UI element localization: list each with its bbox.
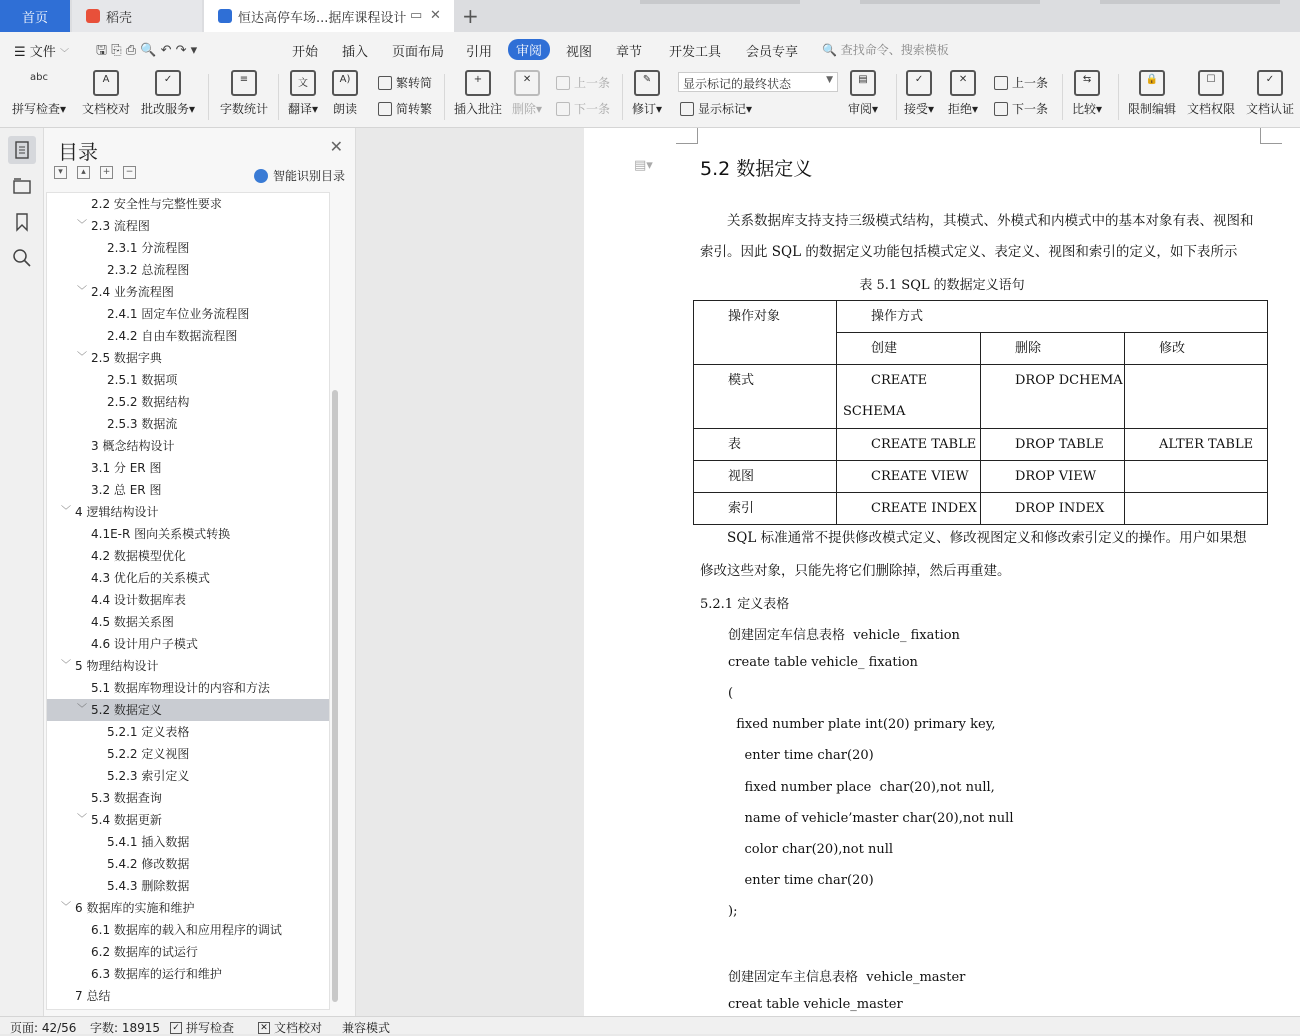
toc-item-label: 5.4.1 插入数据 — [107, 835, 190, 849]
menu-start[interactable]: 开始 — [292, 45, 319, 60]
accept-button[interactable]: ✓ 接受▾ — [904, 70, 934, 117]
toc-item-label: 5.3 数据查询 — [91, 791, 162, 805]
table-row — [694, 461, 1268, 493]
trad-simp-icon — [378, 76, 392, 90]
title-bar — [0, 0, 1300, 32]
toc-item-label: 2.3 流程图 — [91, 219, 150, 233]
toc-item[interactable] — [47, 193, 329, 215]
insert-comment-label: 插入批注 — [454, 102, 503, 116]
toc-item[interactable] — [47, 545, 329, 567]
toc-title: 目录 — [58, 140, 98, 164]
toc-item-label: 3.1 分 ER 图 — [91, 461, 162, 475]
show-markup-icon — [680, 102, 694, 116]
chapter-nav-icon[interactable] — [12, 176, 32, 196]
reject-icon: ✕ — [950, 70, 976, 96]
toc-item[interactable] — [47, 831, 329, 853]
status-bar — [0, 1016, 1300, 1034]
spell-check-label: 拼写检查 — [12, 102, 61, 116]
toc-item[interactable] — [47, 677, 329, 699]
table-cell: CREATE INDEX — [837, 493, 981, 525]
table-cell: CREATE VIEW — [837, 461, 981, 493]
close-icon[interactable]: ✕ — [329, 137, 343, 156]
prev-change-button[interactable] — [994, 74, 1048, 91]
table-row — [694, 429, 1268, 461]
proofread-status-label: 文档校对 — [274, 1021, 323, 1035]
word-doc-icon — [218, 9, 232, 23]
show-markup-label: 显示标记 — [698, 102, 747, 116]
toc-item[interactable] — [47, 479, 329, 501]
command-search-placeholder: 查找命令、搜索模板 — [840, 43, 949, 57]
next-comment-icon — [556, 102, 570, 116]
toc-item-label: 6.3 数据库的运行和维护 — [91, 967, 222, 981]
toc-item[interactable] — [47, 655, 329, 677]
next-comment-label: 下一条 — [574, 102, 611, 116]
table-cell: DROP VIEW — [981, 461, 1125, 493]
chevron-down-icon: ▼ — [826, 75, 833, 85]
ribbon-divider — [444, 74, 445, 120]
chevron-down-icon[interactable]: ﹀ — [77, 814, 87, 825]
table-cell: 模式 — [694, 365, 837, 429]
check-icon: ✓ — [170, 1022, 182, 1034]
section-heading: 5.2 数据定义 — [700, 158, 813, 180]
toc-item-label: 5.4.3 删除数据 — [107, 879, 190, 893]
delete-comment-label: 删除 — [512, 102, 537, 116]
document-cert-button[interactable] — [1246, 70, 1294, 117]
accept-label: 接受 — [904, 102, 929, 116]
toc-item-label: 2.4.1 固定车位业务流程图 — [107, 307, 250, 321]
code-line: ); — [728, 903, 738, 919]
code-line: enter time char(20) — [728, 748, 874, 764]
translate-button[interactable]: 文 翻译▾ — [288, 70, 318, 117]
prev-comment-label: 上一条 — [574, 76, 611, 90]
chevron-down-icon[interactable]: ﹀ — [77, 220, 87, 231]
toc-item-label: 4.2 数据模型优化 — [91, 549, 186, 563]
toc-item[interactable] — [47, 303, 329, 325]
toc-item-label: 5.4.2 修改数据 — [107, 857, 190, 871]
menu-section[interactable]: 章节 — [616, 45, 643, 60]
toc-item-label: 3.2 总 ER 图 — [91, 483, 162, 497]
menu-view[interactable]: 视图 — [566, 45, 593, 60]
menu-developer[interactable]: 开发工具 — [669, 45, 722, 60]
tab-home[interactable]: 首页 — [0, 0, 70, 32]
tab-document[interactable] — [204, 0, 454, 32]
spell-check-icon: abc — [30, 72, 48, 83]
chevron-down-icon[interactable]: ﹀ — [77, 352, 87, 363]
toc-item-label: 2.2 安全性与完整性要求 — [91, 197, 222, 211]
toc-item-label: 6.2 数据库的试运行 — [91, 945, 198, 959]
toc-item[interactable] — [47, 941, 329, 963]
simp-to-trad-label: 简转繁 — [396, 102, 433, 116]
subsection-heading: 5.2.1 定义表格 — [700, 597, 790, 612]
toc-item[interactable] — [47, 215, 329, 237]
smart-toc-label: 智能识别目录 — [272, 169, 345, 183]
navigation-strip — [0, 128, 44, 1016]
delete-comment-icon: ✕ — [514, 70, 540, 96]
toc-list — [46, 192, 330, 1010]
paragraph-layout-icon[interactable]: ▤▾ — [634, 158, 653, 173]
chevron-down-icon[interactable]: ﹀ — [61, 660, 71, 671]
proofread-icon: A — [93, 70, 119, 96]
toc-item-label: 2.3.2 总流程图 — [107, 263, 190, 277]
toc-item-label: 5.2.2 定义视图 — [107, 747, 190, 761]
document-rights-icon: ☐ — [1198, 70, 1224, 96]
chevron-down-icon: ﹀ — [59, 49, 69, 59]
file-menu-label: 文件 — [29, 45, 56, 60]
accept-icon: ✓ — [906, 70, 932, 96]
insert-comment-icon: + — [465, 70, 491, 96]
bookmark-icon[interactable] — [12, 212, 32, 232]
reject-button[interactable]: ✕ 拒绝▾ — [948, 70, 978, 117]
title-strip — [1100, 0, 1280, 4]
toc-item-label: 5.1 数据库物理设计的内容和方法 — [91, 681, 270, 695]
document-cert-label: 文档认证 — [1246, 102, 1295, 116]
code-line: fixed number place char(20),not null, — [728, 779, 995, 795]
toc-item[interactable] — [47, 237, 329, 259]
menu-member[interactable]: 会员专享 — [746, 45, 799, 60]
table-cell: 索引 — [694, 493, 837, 525]
toc-item[interactable] — [47, 501, 329, 523]
toc-item[interactable] — [47, 589, 329, 611]
proofread-status[interactable] — [258, 1019, 322, 1036]
sql-definition-table — [693, 300, 1268, 525]
toc-item[interactable] — [47, 963, 329, 985]
new-tab-icon[interactable]: + — [462, 4, 479, 28]
batch-service-button[interactable]: ✓ 批改服务▾ — [141, 70, 195, 117]
prev-comment-icon — [556, 76, 570, 90]
track-changes-icon: ✎ — [634, 70, 660, 96]
next-change-button[interactable] — [994, 100, 1048, 117]
code-line: fixed number plate int(20) primary key, — [728, 717, 996, 733]
file-menu[interactable] — [14, 41, 69, 60]
toc-item[interactable] — [47, 985, 329, 1007]
toc-item[interactable] — [47, 435, 329, 457]
toc-item-label: 4.4 设计数据库表 — [91, 593, 186, 607]
code-line: name of vehicle’master char(20),not null — [728, 810, 1014, 826]
table-cell — [1125, 493, 1268, 525]
reject-label: 拒绝 — [948, 102, 973, 116]
page-corner-mark — [1260, 128, 1282, 144]
ai-robot-icon — [254, 169, 268, 183]
workspace-gutter — [356, 128, 584, 1016]
toc-item[interactable] — [47, 875, 329, 897]
table-row — [694, 365, 1268, 429]
proofread-status-icon: ✕ — [258, 1022, 270, 1034]
code-line: ( — [728, 686, 734, 702]
toc-item[interactable] — [47, 457, 329, 479]
doc-paragraph: 关系数据库支持支持三级模式结构，其模式、外模式和内模式中的基本对象有表、视图和索引。因此 SQL 的数据定义功能包括模式定义、表定义、视图和索引的定义，如下表所示 — [700, 213, 1254, 260]
reviewing-pane-button[interactable]: ▤ 审阅▾ — [848, 70, 878, 117]
menu-bar — [0, 32, 1300, 66]
toc-item-label: 6.1 数据库的载入和应用程序的调试 — [91, 923, 282, 937]
table-row — [694, 493, 1268, 525]
toc-item[interactable] — [47, 369, 329, 391]
toc-toolbar — [54, 166, 136, 179]
ribbon-divider — [1118, 74, 1119, 120]
trad-to-simp-label: 繁转简 — [396, 76, 433, 90]
chevron-down-icon[interactable]: ﹀ — [61, 506, 71, 517]
toc-item-label: 4.1E-R 图向关系模式转换 — [91, 527, 231, 541]
toc-item-label: 5 物理结构设计 — [75, 659, 159, 673]
toc-item[interactable] — [47, 787, 329, 809]
table-cell: 视图 — [694, 461, 837, 493]
code-line: enter time char(20) — [728, 872, 874, 888]
table-cell: CREATE SCHEMA — [837, 365, 981, 429]
document-rights-label: 文档权限 — [1187, 102, 1236, 116]
menu-reference[interactable]: 引用 — [466, 45, 493, 60]
tab-daoke[interactable] — [72, 0, 202, 32]
toc-item-label: 5.2.3 索引定义 — [107, 769, 190, 783]
track-changes-label: 修订 — [632, 102, 657, 116]
toc-item-label: 5.2.1 定义表格 — [107, 725, 190, 739]
toc-item-label: 2.5.2 数据结构 — [107, 395, 190, 409]
toc-item[interactable] — [47, 743, 329, 765]
lock-icon: 🔒 — [1139, 70, 1165, 96]
next-comment-button[interactable] — [556, 100, 610, 117]
page-indicator[interactable]: 页面: 42/56 — [10, 1021, 77, 1035]
toc-item[interactable] — [47, 853, 329, 875]
read-aloud-icon: A) — [332, 70, 358, 96]
spell-check-status[interactable] — [170, 1019, 234, 1036]
document-page[interactable] — [584, 128, 1300, 1016]
ribbon-divider — [208, 74, 209, 120]
prev-change-icon — [994, 76, 1008, 90]
title-strip — [640, 0, 800, 4]
code-line: color char(20),not null — [728, 841, 894, 857]
chevron-down-icon[interactable]: ﹀ — [61, 902, 71, 913]
compare-label: 比较 — [1072, 102, 1097, 116]
toc-scrollbar[interactable] — [332, 390, 338, 1002]
code-line: creat table vehicle_master — [728, 997, 903, 1013]
certificate-icon: ✓ — [1257, 70, 1283, 96]
quick-access-toolbar[interactable]: 🖫 ⎘ ⎙ 🔍 ↶ ↷ ▾ — [96, 43, 198, 58]
spell-check-button[interactable]: abc 拼写检查▾ — [12, 72, 67, 116]
batch-service-label: 批改服务 — [141, 102, 190, 116]
code-line: create table vehicle_ fixation — [728, 655, 918, 671]
ribbon — [0, 66, 1300, 128]
restore-icon[interactable]: ▭ — [410, 8, 423, 23]
ribbon-divider — [1062, 74, 1063, 120]
table-header-cell: 创建 — [837, 333, 981, 365]
search-icon[interactable] — [12, 248, 32, 268]
collapse-all-icon[interactable]: ▾ — [54, 166, 67, 179]
tab-document-label: 恒达高停车场...据库课程设计 — [238, 10, 407, 26]
toc-item-label: 2.3.1 分流程图 — [107, 241, 190, 255]
code-line: 创建固定车主信息表格 vehicle_master — [728, 970, 966, 986]
proofread-button[interactable] — [82, 70, 130, 117]
track-changes-button[interactable]: ✎ 修订▾ — [632, 70, 662, 117]
toc-item[interactable] — [47, 413, 329, 435]
translate-label: 翻译 — [288, 102, 313, 116]
prev-change-label: 上一条 — [1012, 76, 1049, 90]
title-strip — [860, 0, 1040, 4]
table-header-cell: 修改 — [1125, 333, 1268, 365]
restrict-editing-button[interactable] — [1128, 70, 1176, 117]
batch-service-icon: ✓ — [155, 70, 181, 96]
chevron-down-icon[interactable]: ﹀ — [77, 286, 87, 297]
compare-button[interactable]: ⇆ 比较▾ — [1072, 70, 1102, 117]
remove-heading-icon[interactable]: − — [123, 166, 136, 179]
toc-item[interactable] — [47, 809, 329, 831]
translate-icon: 文 — [290, 70, 316, 96]
doc-paragraph: SQL 标准通常不提供修改模式定义、修改视图定义和修改索引定义的操作。用户如果想修改这些对象，只能先将它们删除掉，然后再重建。 — [700, 530, 1247, 579]
markup-display-select[interactable] — [678, 72, 838, 92]
next-change-icon — [994, 102, 1008, 116]
prev-comment-button[interactable] — [556, 74, 610, 91]
hamburger-icon: ☰ — [14, 45, 26, 60]
toc-item[interactable] — [47, 633, 329, 655]
toc-item-label: 4.6 设计用户子模式 — [91, 637, 198, 651]
word-count-indicator[interactable]: 字数: 18915 — [90, 1021, 161, 1035]
document-rights-button[interactable] — [1187, 70, 1235, 117]
toc-item-label: 2.4.2 自由车数据流程图 — [107, 329, 238, 343]
table-cell — [1125, 365, 1268, 429]
spell-check-status-label: 拼写检查 — [186, 1021, 235, 1035]
toc-item[interactable] — [47, 281, 329, 303]
reviewing-pane-label: 审阅 — [848, 102, 873, 116]
read-aloud-button[interactable] — [332, 70, 358, 117]
proofread-label: 文档校对 — [82, 102, 131, 116]
word-count-label: 字数统计 — [220, 102, 269, 116]
smart-toc-button[interactable] — [254, 167, 345, 184]
daoke-icon — [86, 9, 100, 23]
toc-item-label: 4 逻辑结构设计 — [75, 505, 159, 519]
next-change-label: 下一条 — [1012, 102, 1049, 116]
toc-nav-icon[interactable] — [8, 136, 36, 164]
toc-item[interactable] — [47, 391, 329, 413]
toc-item[interactable] — [47, 765, 329, 787]
ribbon-divider — [896, 74, 897, 120]
toc-item-label: 2.4 业务流程图 — [91, 285, 174, 299]
table-cell: CREATE TABLE — [837, 429, 981, 461]
toc-item-label: 5.4 数据更新 — [91, 813, 162, 827]
table-caption: 表 5.1 SQL 的数据定义语句 — [859, 278, 1025, 293]
markup-display-value: 显示标记的最终状态 — [683, 77, 792, 91]
toc-panel — [44, 128, 356, 1016]
toc-item-label: 6 数据库的实施和维护 — [75, 901, 195, 915]
simp-to-trad-button[interactable] — [378, 100, 432, 117]
toc-item[interactable] — [47, 259, 329, 281]
table-cell: DROP INDEX — [981, 493, 1125, 525]
simp-trad-icon — [378, 102, 392, 116]
table-cell: DROP DCHEMA — [981, 365, 1125, 429]
table-cell — [1125, 461, 1268, 493]
toc-item-label: 4.5 数据关系图 — [91, 615, 174, 629]
close-tab-icon[interactable]: ✕ — [430, 8, 441, 23]
toc-item-label: 7 总结 — [75, 989, 111, 1003]
compare-icon: ⇆ — [1074, 70, 1100, 96]
ribbon-divider — [278, 74, 279, 120]
menu-review[interactable]: 审阅 — [508, 39, 550, 60]
add-heading-icon[interactable]: + — [100, 166, 113, 179]
code-line: 创建固定车信息表格 vehicle_ fixation — [728, 628, 960, 643]
tab-daoke-label: 稻壳 — [106, 10, 133, 26]
toc-item[interactable] — [47, 325, 329, 347]
chevron-down-icon[interactable]: ﹀ — [77, 704, 87, 715]
toc-item[interactable] — [47, 567, 329, 589]
toc-item-label: 2.5.1 数据项 — [107, 373, 178, 387]
table-cell: 表 — [694, 429, 837, 461]
toc-item-label: 5.2 数据定义 — [91, 703, 162, 717]
table-cell: ALTER TABLE — [1125, 429, 1268, 461]
menu-layout[interactable]: 页面布局 — [392, 45, 445, 60]
toc-item[interactable] — [47, 919, 329, 941]
reviewing-pane-icon: ▤ — [850, 70, 876, 96]
page-corner-mark — [676, 128, 698, 144]
table-header-cell: 删除 — [981, 333, 1125, 365]
toc-item[interactable] — [47, 611, 329, 633]
word-count-button[interactable] — [220, 70, 268, 117]
table-header-cell: 操作对象 — [694, 301, 837, 365]
toc-item[interactable] — [47, 897, 329, 919]
word-count-icon: ≡ — [231, 70, 257, 96]
trad-to-simp-button[interactable] — [378, 74, 432, 91]
toc-item-label: 3 概念结构设计 — [91, 439, 175, 453]
read-aloud-label: 朗读 — [332, 102, 357, 116]
compat-mode-indicator: 兼容模式 — [342, 1021, 391, 1035]
restrict-editing-label: 限制编辑 — [1128, 102, 1177, 116]
search-icon: 🔍 — [822, 43, 837, 57]
toc-item-label: 4.3 优化后的关系模式 — [91, 571, 210, 585]
ribbon-divider — [622, 74, 623, 120]
insert-comment-button[interactable] — [454, 70, 502, 117]
menu-insert[interactable]: 插入 — [342, 45, 369, 60]
show-markup-button[interactable]: 显示标记 ▾ — [680, 100, 752, 117]
toc-item[interactable] — [47, 347, 329, 369]
toc-item[interactable] — [47, 523, 329, 545]
toc-item[interactable] — [47, 721, 329, 743]
expand-all-icon[interactable]: ▴ — [77, 166, 90, 179]
table-cell: DROP TABLE — [981, 429, 1125, 461]
command-search[interactable] — [822, 41, 949, 58]
delete-comment-button[interactable]: ✕ 删除▾ — [512, 70, 542, 117]
toc-item-label: 2.5.3 数据流 — [107, 417, 178, 431]
toc-item-label: 2.5 数据字典 — [91, 351, 162, 365]
table-header-cell: 操作方式 — [837, 301, 1268, 333]
toc-item[interactable] — [47, 699, 329, 721]
